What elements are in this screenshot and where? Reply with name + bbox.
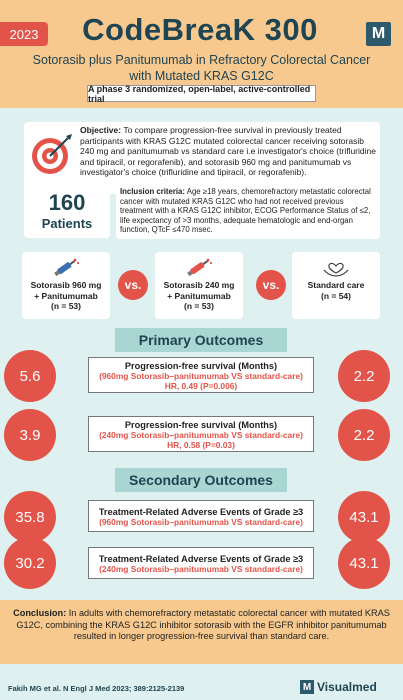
inclusion-label: Inclusion criteria: (120, 187, 185, 196)
page-title: CodeBreaK 300 (82, 12, 318, 47)
arm-line1: Sotorasib 240 mg (163, 280, 235, 290)
vs-badge: vs. (118, 270, 148, 300)
outcome-subtitle: (240mg Sotorasib–panitumumab VS standard-care) (99, 430, 303, 440)
vs-badge: vs. (256, 270, 286, 300)
arm-line2: + Panitumumab (34, 290, 98, 301)
primary-row2-left-value: 3.9 (4, 409, 56, 461)
header (0, 0, 403, 108)
secondary-row2-right-value: 43.1 (338, 537, 390, 589)
outcome-hr: HR, 0.49 (P=0.006) (164, 381, 238, 391)
inclusion-card (116, 185, 380, 239)
primary-row1-right-value: 2.2 (338, 350, 390, 402)
primary-row1-left-value: 5.6 (4, 350, 56, 402)
outcome-title: Treatment-Related Adverse Events of Grade ≥3 (98, 554, 304, 564)
primary-row2-right-value: 2.2 (338, 409, 390, 461)
outcome-subtitle: (240mg Sotorasib–panitumumab VS standard-care) (99, 564, 303, 574)
outcome-title: Progression-free survival (Months) (124, 361, 278, 371)
outcome-title: Treatment-Related Adverse Events of Grade ≥3 (98, 507, 304, 517)
arm-line1: Sotorasib 960 mg (30, 280, 102, 290)
secondary-row1-left-value: 35.8 (4, 491, 56, 543)
objective-label: Objective: (80, 125, 122, 135)
primary-outcomes-heading: Primary Outcomes (115, 328, 287, 352)
secondary-row1-box (88, 500, 314, 532)
objective-body: To compare progression-free survival in previously treated participants with KRAS G12C mutated colorectal cancer receiving sotorasib 240 mg and panitumumab vs standard care i.e investigator's choice (trifluridine and tipiracil, or regorafenib), and sotorasib 960 mg and panitumumab vs investigator's choice (trifluridine and tipiracil, or regorafenib). (80, 125, 376, 178)
patients-count: 160 (48, 190, 86, 215)
syringe-icon (184, 256, 214, 278)
conclusion-card (0, 600, 403, 664)
arm-sotorasib-240 (155, 252, 243, 319)
syringe-icon (51, 256, 81, 278)
patients-label: Patients (41, 216, 93, 231)
footer-brand (300, 680, 377, 694)
year-badge: 2023 (0, 22, 48, 46)
brand-logo-icon: M (300, 680, 314, 694)
brand-logo-icon: M (366, 22, 391, 46)
primary-row2-box (88, 416, 314, 452)
arm-standard-care (292, 252, 380, 319)
subtitle: Sotorasib plus Panitumumab in Refractory Colorectal Cancer with Mutated KRAS G12C (32, 53, 371, 83)
trial-design: A phase 3 randomized, open-label, active-controlled trial (87, 85, 316, 102)
outcome-title: Progression-free survival (Months) (124, 420, 278, 430)
arm-sotorasib-960 (22, 252, 110, 319)
reference-citation: Fakih MG et al. N Engl J Med 2023; 389:2125-2139 (8, 684, 185, 693)
secondary-row2-left-value: 30.2 (4, 537, 56, 589)
secondary-outcomes-heading: Secondary Outcomes (115, 468, 287, 492)
arm-line1: Standard care (307, 280, 365, 290)
heart-hands-icon (321, 256, 351, 278)
secondary-row1-right-value: 43.1 (338, 491, 390, 543)
outcome-subtitle: (960mg Sotorasib–panitumumab VS standard-care) (99, 517, 303, 527)
conclusion-label: Conclusion: (13, 608, 67, 618)
secondary-row2-box (88, 547, 314, 579)
arm-line2: (n = 54) (321, 290, 351, 301)
inclusion-text: Age ≥18 years, chemorefractory metastatic colorectal cancer with mutated KRAS G12C who had not received previous treatment with a KRAS G12C inhibitor, ECOG Performance Status of ≤2, life expectancy of >3 months, adequate hematologic and end-organ function, QTcF ≤470 msec. (120, 187, 371, 235)
objective-card (24, 122, 380, 194)
objective-text (80, 125, 376, 178)
conclusion-text: In adults with chemorefractory metastatic colorectal cancer with mutated KRAS G12C, combining the KRAS G12C inhibitor sotorasib with the EGFR inhibitor panitumumab resulted in longer progression-free survival than standard care. (16, 608, 390, 641)
outcome-hr: HR, 0.58 (P=0.03) (167, 440, 235, 450)
brand-name: Visualmed (317, 680, 377, 694)
target-icon (30, 132, 74, 176)
arm-line2: + Panitumumab (167, 290, 231, 301)
arm-line3: (n = 53) (51, 301, 81, 311)
primary-row1-box (88, 357, 314, 393)
patients-card (24, 186, 110, 238)
arm-line3: (n = 53) (184, 301, 214, 311)
outcome-subtitle: (960mg Sotorasib–panitumumab VS standard-care) (99, 371, 303, 381)
